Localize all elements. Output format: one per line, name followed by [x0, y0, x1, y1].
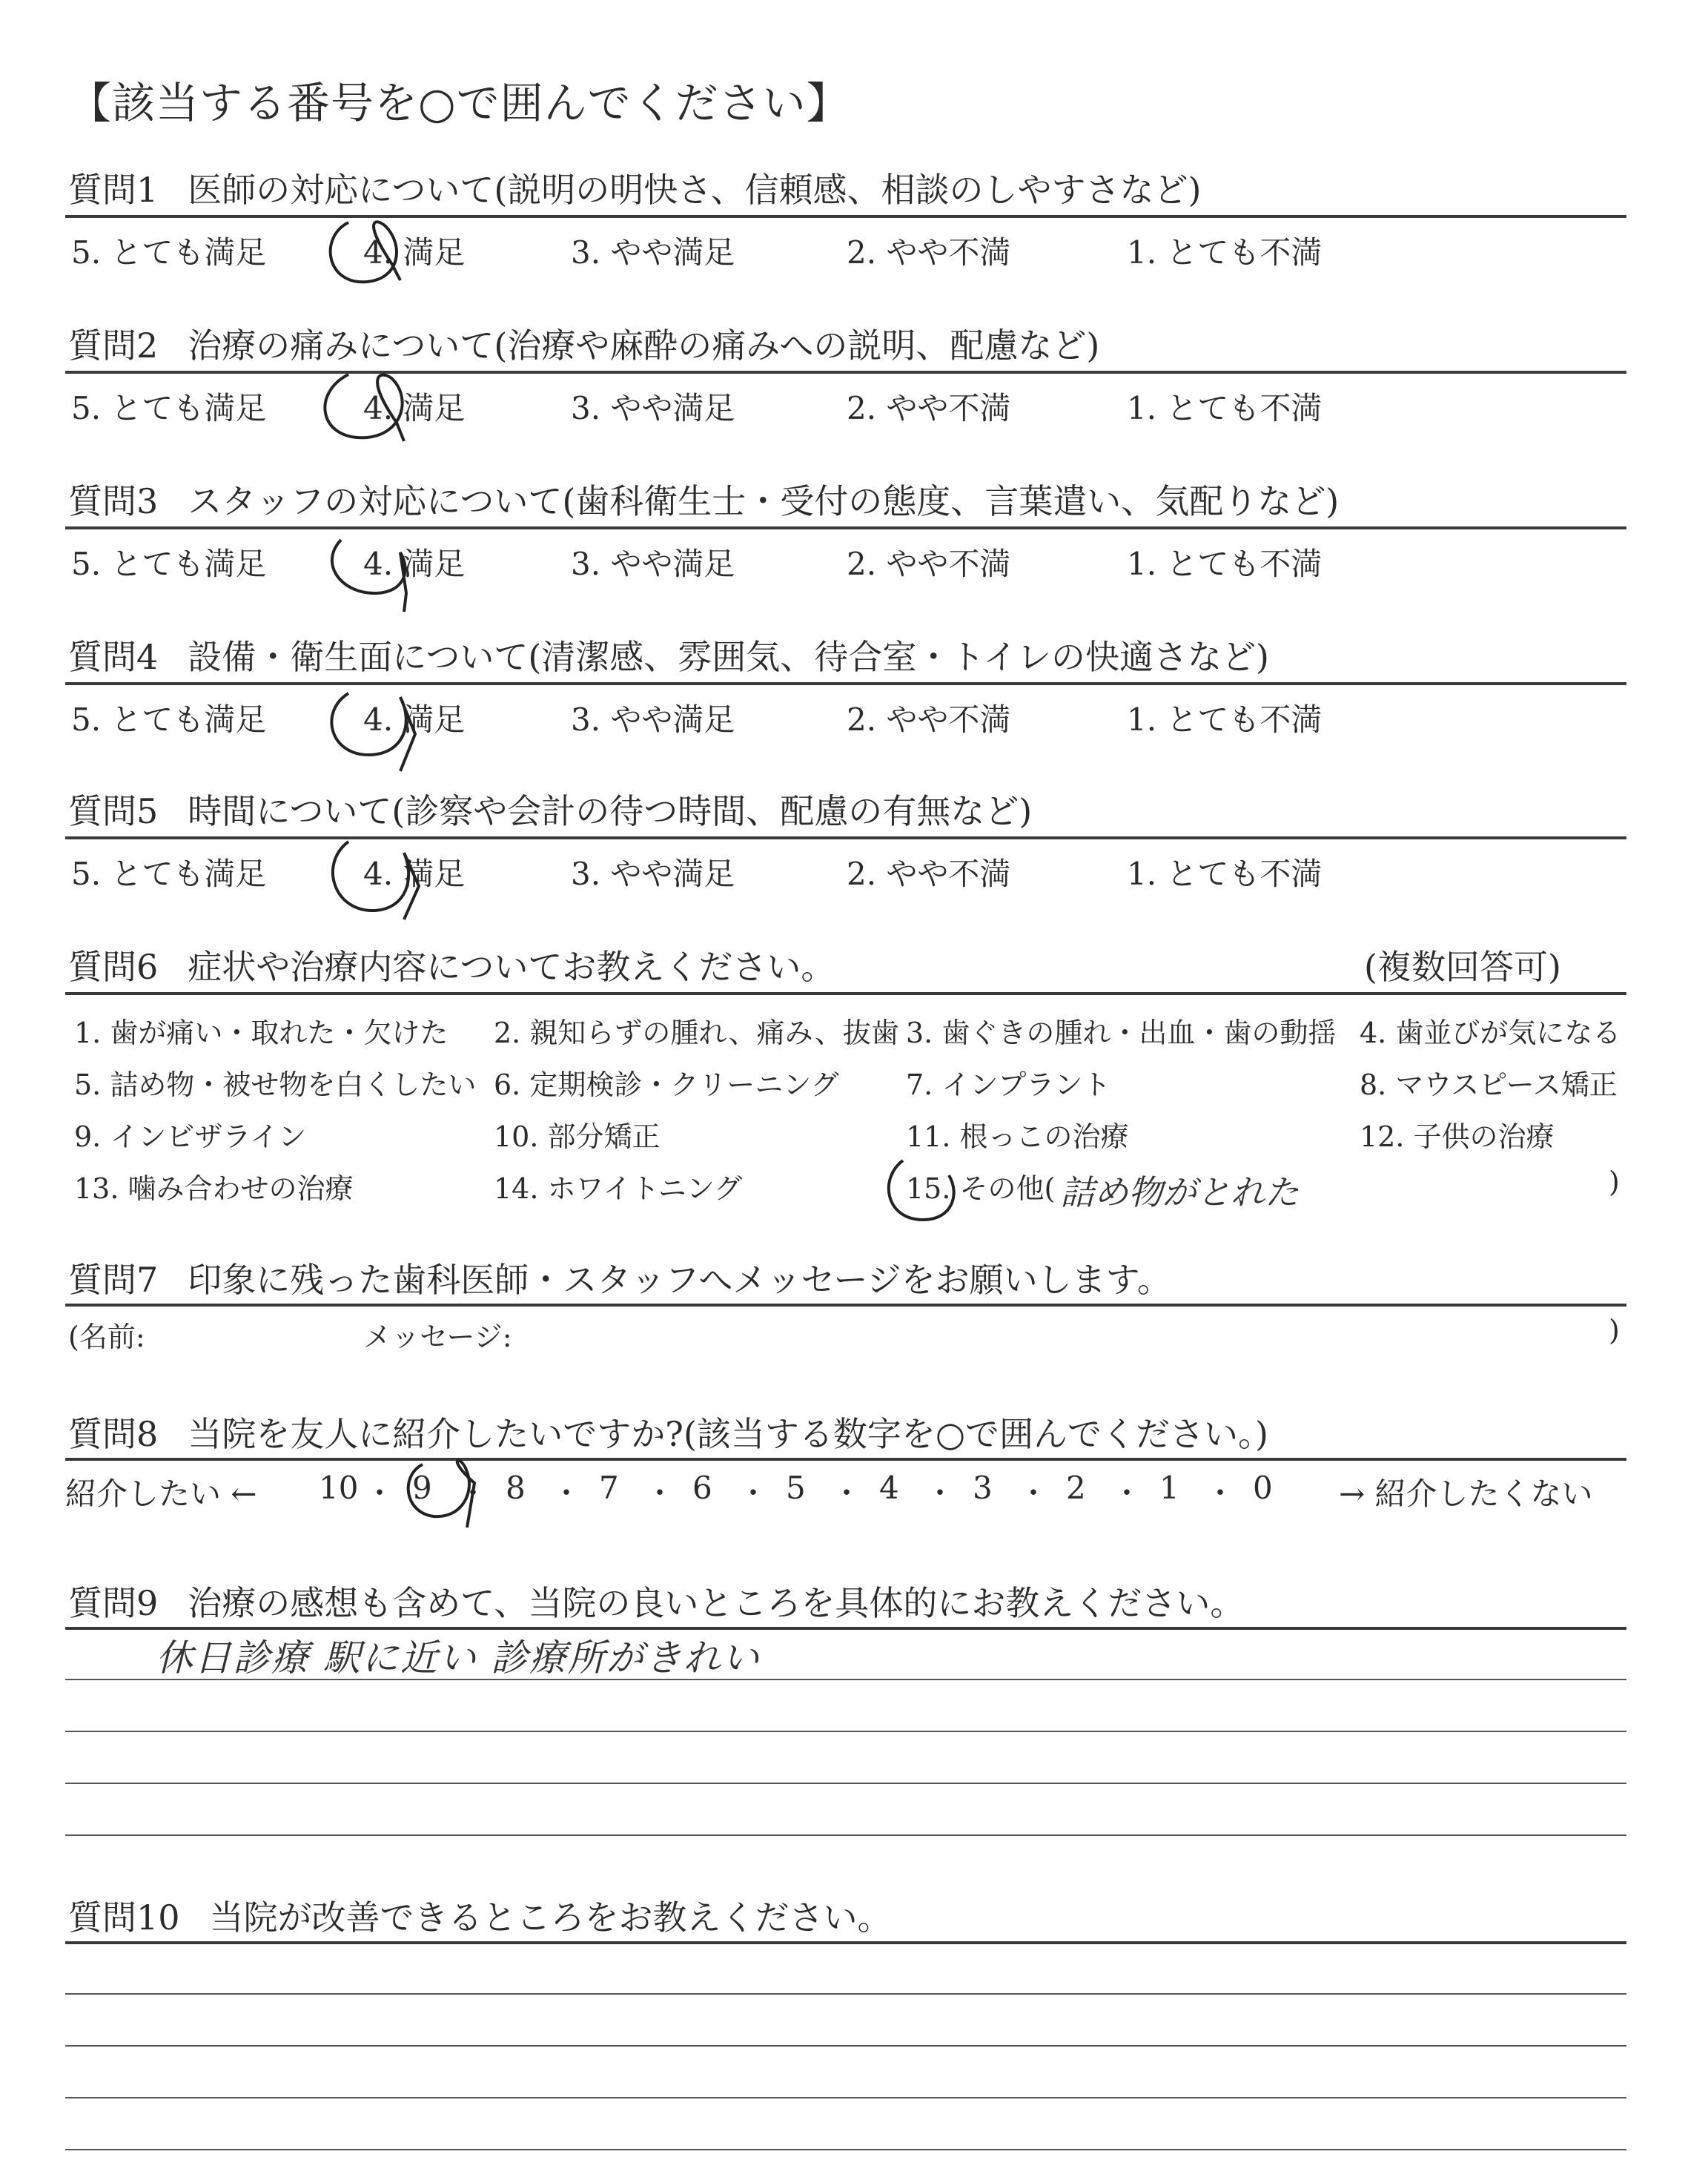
scale-value-10[interactable]: 10 — [319, 1470, 359, 1506]
divider — [65, 215, 1626, 218]
question-label: 質問10 — [68, 1898, 180, 1938]
option-1[interactable]: 1. とても不満 — [1127, 234, 1323, 271]
scale-value-8[interactable]: 8 — [506, 1470, 526, 1506]
question-text: 設備・衛生面について(清潔感、雰囲気、待合室・トイレの快適さなど) — [188, 637, 1269, 677]
divider — [65, 371, 1626, 374]
scale-value-0[interactable]: 0 — [1253, 1470, 1273, 1506]
divider — [65, 1304, 1626, 1307]
multiple-answer-note: (複数回答可) — [1364, 947, 1561, 987]
option-3[interactable]: 3. やや満足 — [571, 234, 735, 271]
closing-paren: ) — [1609, 1166, 1620, 1198]
divider — [65, 1458, 1626, 1461]
recommend-right-label: → 紹介したくない — [1339, 1476, 1593, 1512]
question-label: 質問1 — [68, 170, 159, 210]
form-title: 【該当する番号を○で囲んでください】 — [68, 78, 850, 128]
option-5[interactable]: 5. とても満足 — [71, 234, 267, 271]
answer-line — [65, 2045, 1626, 2047]
option-12[interactable]: 12. 子供の治療 — [1360, 1120, 1555, 1153]
divider — [65, 1941, 1626, 1944]
question-label: 質問4 — [68, 637, 159, 677]
question-text: 印象に残った歯科医師・スタッフへメッセージをお願いします。 — [188, 1260, 1171, 1300]
question-text: 治療の感想も含めて、当院の良いところを具体的にお教えください。 — [188, 1583, 1245, 1623]
option-3[interactable]: 3. やや満足 — [571, 546, 735, 582]
answer-line — [65, 2149, 1626, 2150]
option-1[interactable]: 1. とても不満 — [1127, 701, 1323, 738]
option-1[interactable]: 1. とても不満 — [1127, 546, 1323, 582]
option-2[interactable]: 2. やや不満 — [847, 234, 1011, 271]
scale-value-4[interactable]: 4 — [879, 1470, 899, 1506]
option-3[interactable]: 3. やや満足 — [571, 390, 735, 426]
recommend-left-label: 紹介したい ← — [65, 1476, 257, 1512]
option-14[interactable]: 14. ホワイトニング — [494, 1172, 743, 1205]
divider — [65, 992, 1626, 995]
scale-separator: ・ — [365, 1476, 394, 1510]
question-text: 当院が改善できるところをお教えください。 — [209, 1898, 892, 1938]
question-label: 質問9 — [68, 1583, 159, 1623]
scale-separator: ・ — [645, 1476, 675, 1510]
option-5[interactable]: 5. とても満足 — [71, 856, 267, 892]
scale-separator: ・ — [925, 1476, 955, 1510]
option-5[interactable]: 5. とても満足 — [71, 701, 267, 738]
option-1[interactable]: 1. 歯が痛い・取れた・欠けた — [74, 1017, 448, 1049]
question-label: 質問3 — [68, 481, 159, 521]
option-4[interactable]: 4. 満足 — [363, 701, 466, 738]
question-label: 質問7 — [68, 1260, 159, 1300]
option-6[interactable]: 6. 定期検診・クリーニング — [494, 1069, 839, 1101]
name-label[interactable]: (名前: — [68, 1321, 145, 1353]
answer-line — [65, 1993, 1626, 1995]
option-3[interactable]: 3. やや満足 — [571, 701, 735, 738]
option-4[interactable]: 4. 満足 — [363, 856, 466, 892]
scale-value-5[interactable]: 5 — [786, 1470, 806, 1506]
scale-separator: ・ — [552, 1476, 581, 1510]
option-5[interactable]: 5. 詰め物・被せ物を白くしたい — [74, 1069, 477, 1101]
option-3[interactable]: 3. 歯ぐきの腫れ・出血・歯の動揺 — [906, 1017, 1337, 1049]
answer-line — [65, 2097, 1626, 2098]
scale-value-9[interactable]: 9 — [412, 1470, 432, 1506]
answer-line — [65, 1679, 1626, 1680]
divider — [65, 836, 1626, 839]
answer-line — [65, 1783, 1626, 1784]
option-9[interactable]: 9. インビザライン — [74, 1120, 307, 1153]
option-13[interactable]: 13. 噛み合わせの治療 — [74, 1172, 354, 1205]
scale-separator: ・ — [832, 1476, 861, 1510]
scale-separator: ・ — [458, 1476, 488, 1510]
option-4[interactable]: 4. 満足 — [363, 390, 466, 426]
scale-value-2[interactable]: 2 — [1066, 1470, 1086, 1506]
option-5[interactable]: 5. とても満足 — [71, 390, 267, 426]
question-text: 医師の対応について(説明の明快さ、信頼感、相談のしやすさなど) — [188, 170, 1202, 210]
scale-separator: ・ — [1112, 1476, 1142, 1510]
scale-separator: ・ — [1019, 1476, 1048, 1510]
option-4[interactable]: 4. 満足 — [363, 234, 466, 271]
option-2[interactable]: 2. 親知らずの腫れ、痛み、抜歯 — [494, 1017, 899, 1049]
question-text: スタッフの対応について(歯科衛生士・受付の態度、言葉遣い、気配りなど) — [188, 481, 1340, 521]
option-1[interactable]: 1. とても不満 — [1127, 856, 1323, 892]
option-2[interactable]: 2. やや不満 — [847, 856, 1011, 892]
scale-value-3[interactable]: 3 — [973, 1470, 993, 1506]
question-label: 質問5 — [68, 791, 159, 831]
question-label: 質問2 — [68, 326, 159, 366]
question-label: 質問6 — [68, 947, 159, 987]
option-2[interactable]: 2. やや不満 — [847, 390, 1011, 426]
answer-line — [65, 1731, 1626, 1732]
option-15[interactable]: 15. その他( — [906, 1172, 1056, 1205]
divider — [65, 526, 1626, 529]
question-label: 質問8 — [68, 1414, 159, 1454]
scale-value-6[interactable]: 6 — [692, 1470, 712, 1506]
option-2[interactable]: 2. やや不満 — [847, 701, 1011, 738]
option-4[interactable]: 4. 満足 — [363, 546, 466, 582]
option-3[interactable]: 3. やや満足 — [571, 856, 735, 892]
scale-value-7[interactable]: 7 — [599, 1470, 619, 1506]
option-2[interactable]: 2. やや不満 — [847, 546, 1011, 582]
option-10[interactable]: 10. 部分矯正 — [494, 1120, 661, 1153]
answer-line — [65, 1834, 1626, 1836]
scale-separator: ・ — [738, 1476, 768, 1510]
option-8[interactable]: 8. マウスピース矯正 — [1360, 1069, 1618, 1101]
question-text: 治療の痛みについて(治療や麻酔の痛みへの説明、配慮など) — [188, 326, 1100, 366]
other-answer-handwritten[interactable]: 詰め物がとれた — [1060, 1172, 1299, 1212]
message-label[interactable]: メッセージ: — [363, 1321, 512, 1353]
question-text: 当院を友人に紹介したいですか?(該当する数字を○で囲んでください。) — [188, 1414, 1268, 1454]
option-11[interactable]: 11. 根っこの治療 — [906, 1120, 1129, 1153]
option-4[interactable]: 4. 歯並びが気になる — [1360, 1017, 1621, 1049]
question-text: 時間について(診察や会計の待つ時間、配慮の有無など) — [188, 791, 1033, 831]
closing-paren: ) — [1609, 1314, 1620, 1347]
option-7[interactable]: 7. インプラント — [906, 1069, 1111, 1101]
question-text: 症状や治療内容についてお教えください。 — [188, 947, 835, 987]
option-1[interactable]: 1. とても不満 — [1127, 390, 1323, 426]
scale-separator: ・ — [1205, 1476, 1235, 1510]
option-5[interactable]: 5. とても満足 — [71, 546, 267, 582]
divider — [65, 682, 1626, 685]
scale-value-1[interactable]: 1 — [1159, 1470, 1179, 1506]
q9-handwritten-answer[interactable]: 休日診療 駅に近い 診療所がきれい — [156, 1636, 761, 1680]
